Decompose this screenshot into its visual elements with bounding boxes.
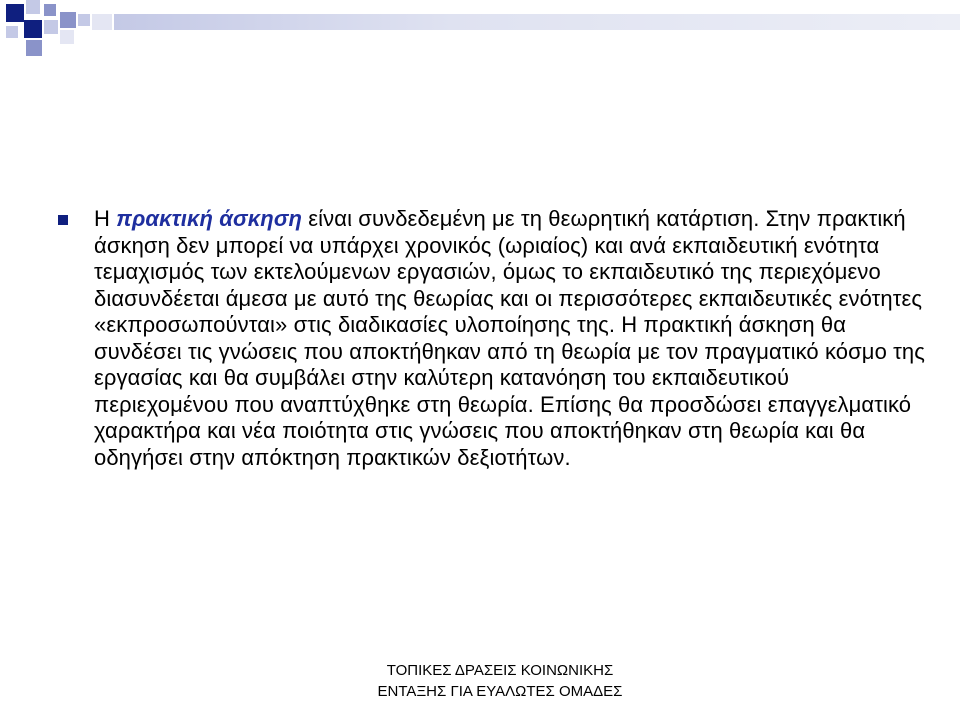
mosaic-square: [60, 12, 76, 28]
mosaic-square: [6, 4, 24, 22]
mosaic-square: [26, 0, 40, 14]
footer-line-1: ΤΟΠΙΚΕΣ ΔΡΑΣΕΙΣ ΚΟΙΝΩΝΙΚΗΣ: [386, 662, 614, 679]
bullet-item: [58, 206, 928, 471]
mosaic-square: [44, 20, 58, 34]
mosaic-square: [44, 4, 56, 16]
mosaic-square: [60, 30, 74, 44]
decorative-mosaic: [0, 0, 960, 60]
body-paragraph: [94, 206, 928, 471]
paragraph-lead: Η: [94, 206, 117, 231]
mosaic-square: [114, 14, 960, 30]
mosaic-square: [6, 26, 18, 38]
footer-line-2: ΕΝΤΑΞΗΣ ΓΙΑ ΕΥΑΛΩΤΕΣ ΟΜΑΔΕΣ: [377, 683, 623, 700]
paragraph-body: είναι συνδεδεμένη με τη θεωρητική κατάρτιση. Στην πρακτική άσκηση δεν μπορεί να υπάρχει χρονικός (ωριαίος) και ανά εκπαιδευτική ενότητα τεμαχισμός των εκτελούμενων εργασιών, όμως το εκπαιδευτικό της περιεχόμενο διασυνδέεται άμεσα με αυτό της θεωρίας και οι περισσότερες εκπαιδευτικές ενότητες «εκπροσωπούνται» στις διαδικασίες υλοποίησης της. Η πρακτική άσκηση θα συνδέσει τις γνώσεις που αποκτήθηκαν από τη θεωρία με τον πραγματικό κόσμο της εργασίας και θα συμβάλει στην καλύτερη κατανόηση του εκπαιδευτικού περιεχομένου που αναπτύχθηκε στη θεωρία. Επίσης θα προσδώσει επαγγελματικό χαρακτήρα και νέα ποιότητα στις γνώσεις που αποκτήθηκαν στη θεωρία και θα οδηγήσει στην απόκτηση πρακτικών δεξιοτήτων.: [94, 206, 925, 470]
square-bullet-icon: [58, 215, 68, 225]
slide-content: [58, 206, 928, 471]
emphasis-term: πρακτική άσκηση: [116, 206, 303, 231]
mosaic-square: [26, 40, 42, 56]
mosaic-square: [92, 14, 112, 30]
mosaic-square: [78, 14, 90, 26]
mosaic-square: [24, 20, 42, 38]
